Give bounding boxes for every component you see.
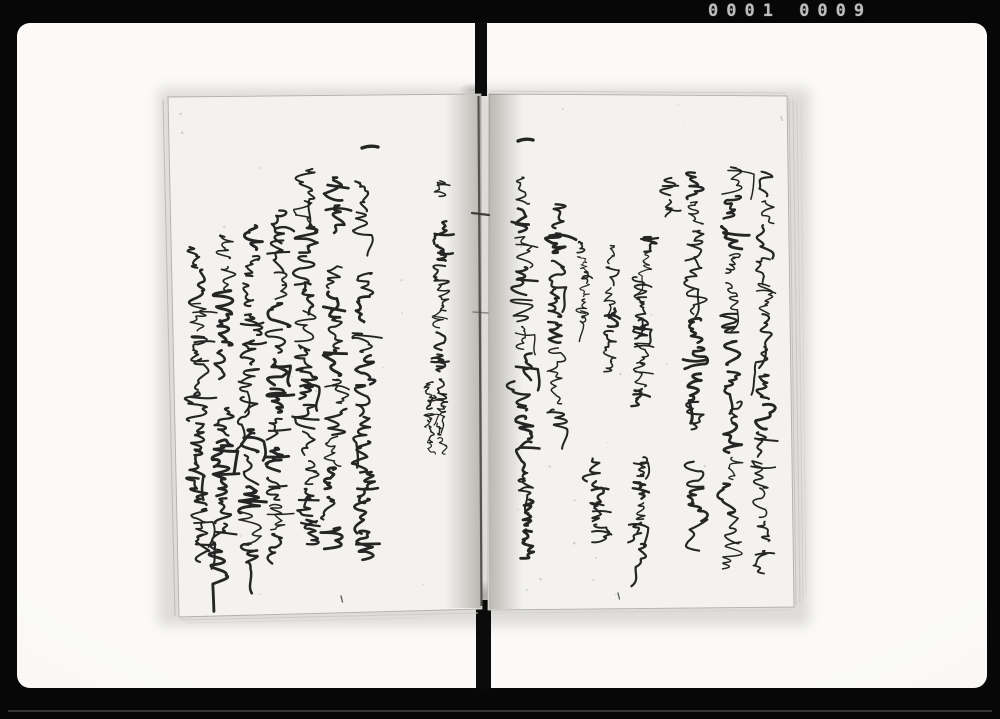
frame-counter: 0001 0009 [708, 1, 873, 21]
gutter-shadow-top [453, 80, 495, 100]
scanner-guide-line [8, 710, 992, 712]
binding-ribbon-top [475, 22, 487, 96]
book-shadow [158, 88, 810, 626]
binding-ribbon-bottom [476, 600, 491, 689]
